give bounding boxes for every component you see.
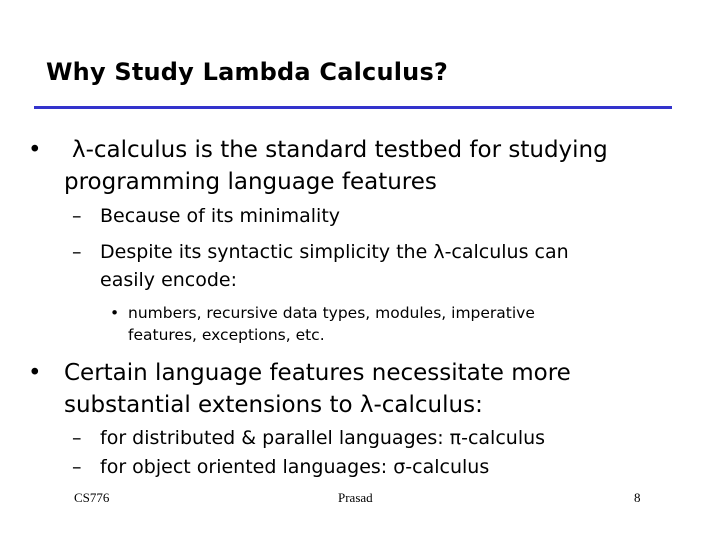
sub-1-2-line-1: Despite its syntactic simplicity the λ-calculus can	[100, 241, 569, 263]
sub-bullet-marker: –	[72, 205, 82, 227]
sub-2-2-line-1: for object oriented languages: σ-calculus	[100, 456, 490, 478]
footer-page-number: 8	[634, 490, 641, 505]
bullet-1-line-2: programming language features	[64, 169, 437, 195]
bullet-marker: •	[28, 137, 42, 163]
sub-1-2-line-2: easily encode:	[100, 269, 238, 291]
subsub-line-1: numbers, recursive data types, modules, imperative	[128, 304, 535, 322]
title-rule	[34, 106, 672, 109]
sub-bullet-marker: –	[72, 241, 82, 263]
bullet-2-line-2: substantial extensions to λ-calculus:	[64, 392, 483, 418]
footer-course: CS776	[74, 490, 110, 505]
bullet-1-line-1: λ-calculus is the standard testbed for studying	[72, 137, 608, 163]
bullet-2-line-1: Certain language features necessitate more	[64, 360, 571, 386]
subsub-line-2: features, exceptions, etc.	[128, 326, 325, 344]
sub-bullet-marker: –	[72, 427, 82, 449]
sub-1-1-line-1: Because of its minimality	[100, 205, 341, 227]
subsub-bullet-marker: •	[110, 304, 120, 322]
footer-author: Prasad	[338, 490, 373, 505]
bullet-marker: •	[28, 360, 42, 386]
slide-title: Why Study Lambda Calculus?	[46, 58, 449, 86]
sub-2-1-line-1: for distributed & parallel languages: π-calculus	[100, 427, 546, 449]
sub-bullet-marker: –	[72, 456, 82, 478]
